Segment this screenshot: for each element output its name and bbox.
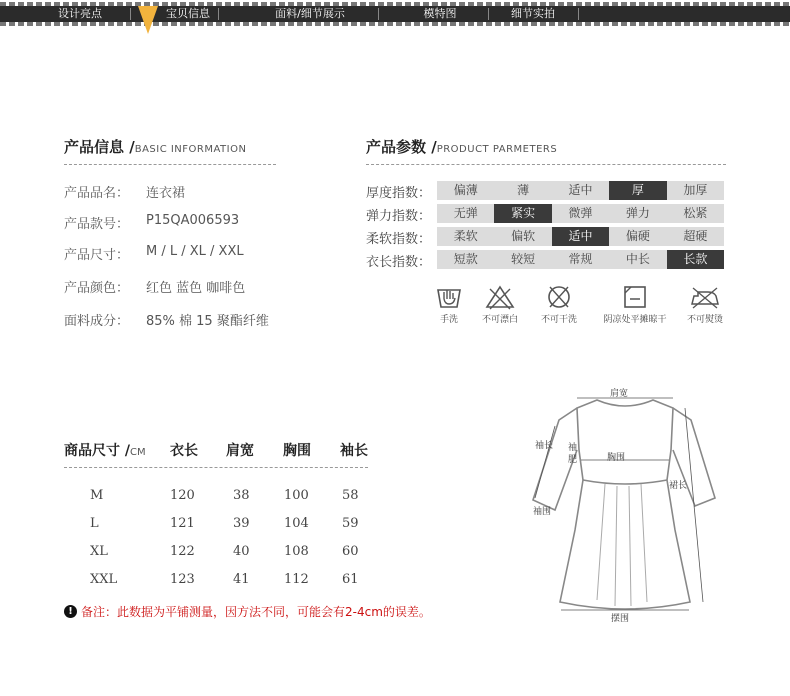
nav-item-detail-photos[interactable]: 细节实拍 bbox=[511, 7, 555, 20]
info-label-color: 产品颜色： bbox=[64, 281, 130, 296]
param-option: 偏硬 bbox=[625, 229, 650, 243]
care-no-iron bbox=[670, 284, 740, 325]
size-col-length: 衣长 bbox=[170, 443, 198, 459]
info-label-name: 产品品名： bbox=[64, 186, 130, 201]
param-option: 超硬 bbox=[683, 229, 708, 243]
size-cell: 61 bbox=[342, 572, 359, 587]
param-label-length: 衣长指数： bbox=[366, 255, 432, 270]
nav-separator bbox=[578, 8, 579, 20]
size-cell: 40 bbox=[233, 544, 250, 559]
divider bbox=[64, 164, 276, 165]
note-text: 备注：此数据为平铺测量，因方法不同，可能会有2-4cm的误差。 bbox=[81, 605, 431, 619]
info-label-sku: 产品款号： bbox=[64, 217, 130, 232]
nav-separator bbox=[488, 8, 489, 20]
size-cell: 123 bbox=[170, 572, 195, 587]
nav-item-model-photos[interactable]: 模特图 bbox=[423, 7, 457, 20]
param-option: 微弹 bbox=[568, 206, 593, 220]
size-cell: 39 bbox=[233, 516, 250, 531]
param-option: 长款 bbox=[667, 250, 724, 269]
diagram-label-length: 裙长 bbox=[669, 481, 688, 491]
size-table-unit: CM bbox=[130, 447, 146, 458]
param-option: 柔软 bbox=[453, 229, 478, 243]
param-label-softness: 柔软指数： bbox=[366, 232, 432, 247]
care-dry-flat-shade bbox=[594, 284, 676, 325]
nav-separator bbox=[218, 8, 219, 20]
size-cell: 38 bbox=[233, 488, 250, 503]
param-option: 薄 bbox=[517, 183, 530, 197]
size-cell: 108 bbox=[284, 544, 309, 559]
info-value-color: 红色 蓝色 咖啡色 bbox=[146, 281, 246, 296]
size-cell: M bbox=[90, 488, 104, 503]
param-option: 常规 bbox=[568, 252, 593, 266]
diagram-label-shoulder: 肩宽 bbox=[610, 389, 629, 399]
product-params-title-cn: 产品参数 / bbox=[366, 138, 437, 156]
product-params-title bbox=[366, 136, 557, 157]
garment-measurement-diagram bbox=[525, 380, 725, 630]
param-option: 适中 bbox=[568, 183, 593, 197]
param-bar-elasticity bbox=[437, 204, 724, 223]
measurement-note bbox=[64, 603, 431, 620]
size-cell: 41 bbox=[233, 572, 250, 587]
care-label: 阴凉处平摊晾干 bbox=[603, 315, 667, 325]
size-table-title-cn: 商品尺寸 / bbox=[64, 443, 130, 459]
nav-chain-bottom bbox=[0, 22, 790, 26]
size-cell: 100 bbox=[284, 488, 309, 503]
top-nav bbox=[0, 0, 790, 26]
size-cell: 121 bbox=[170, 516, 195, 531]
param-option: 适中 bbox=[552, 227, 609, 246]
no-bleach-icon bbox=[485, 284, 515, 310]
care-no-dry-clean bbox=[524, 284, 594, 325]
size-col-sleeve: 袖长 bbox=[340, 443, 368, 459]
info-value-size: M / L / XL / XXL bbox=[146, 244, 244, 259]
param-option: 松紧 bbox=[683, 206, 708, 220]
diagram-label-chest: 胸围 bbox=[607, 453, 626, 463]
info-value-name: 连衣裙 bbox=[146, 186, 186, 201]
size-cell: 122 bbox=[170, 544, 195, 559]
nav-item-design-highlights[interactable]: 设计亮点 bbox=[58, 7, 102, 20]
param-option: 中长 bbox=[625, 252, 650, 266]
diagram-label-sleeve-width: 袖 bbox=[568, 443, 578, 453]
param-option: 偏薄 bbox=[453, 183, 478, 197]
nav-item-product-info[interactable]: 宝贝信息 bbox=[166, 7, 210, 20]
care-label: 不可干洗 bbox=[540, 315, 577, 325]
size-col-shoulder: 肩宽 bbox=[226, 443, 254, 459]
nav-separator bbox=[130, 8, 131, 20]
diagram-label-sleeve-width-2: 肥 bbox=[568, 455, 578, 465]
warning-icon: ! bbox=[64, 605, 77, 618]
param-label-thickness: 厚度指数： bbox=[366, 186, 432, 201]
no-dry-clean-icon bbox=[545, 284, 573, 310]
size-cell: 59 bbox=[342, 516, 359, 531]
diagram-label-cuff: 袖围 bbox=[533, 507, 552, 517]
divider bbox=[64, 467, 368, 468]
hand-wash-icon bbox=[435, 284, 463, 310]
param-option: 加厚 bbox=[683, 183, 708, 197]
product-info-title bbox=[64, 136, 246, 157]
nav-item-fabric-details[interactable]: 面料/细节展示 bbox=[275, 7, 345, 20]
info-value-fabric: 85% 棉 15 聚酯纤维 bbox=[146, 314, 269, 329]
param-bar-length bbox=[437, 250, 724, 269]
diagram-label-sleeve-length: 袖长 bbox=[535, 441, 554, 451]
size-col-chest: 胸围 bbox=[283, 443, 311, 459]
size-cell: 112 bbox=[284, 572, 309, 587]
size-cell: XXL bbox=[90, 572, 118, 587]
divider bbox=[366, 164, 726, 165]
nav-separator bbox=[378, 8, 379, 20]
dress-outline-icon bbox=[525, 380, 725, 630]
no-iron-icon bbox=[688, 284, 722, 310]
param-option: 无弹 bbox=[453, 206, 478, 220]
size-cell: XL bbox=[90, 544, 108, 559]
size-table-title bbox=[64, 440, 146, 460]
param-bar-thickness bbox=[437, 181, 724, 200]
info-value-sku: P15QA006593 bbox=[146, 213, 240, 228]
param-option: 厚 bbox=[609, 181, 666, 200]
param-option: 短款 bbox=[453, 252, 478, 266]
dry-flat-shade-icon bbox=[622, 284, 648, 310]
size-cell: 60 bbox=[342, 544, 359, 559]
size-cell: 58 bbox=[342, 488, 359, 503]
param-option: 紧实 bbox=[494, 204, 551, 223]
param-option: 弹力 bbox=[625, 206, 650, 220]
diagram-label-hem: 摆围 bbox=[611, 614, 630, 624]
info-label-fabric: 面料成分： bbox=[64, 314, 130, 329]
care-label: 不可漂白 bbox=[481, 315, 518, 325]
param-option: 较短 bbox=[511, 252, 536, 266]
param-option: 偏软 bbox=[511, 229, 536, 243]
product-info-title-cn: 产品信息 / bbox=[64, 138, 135, 156]
param-label-elasticity: 弹力指数： bbox=[366, 209, 432, 224]
product-params-title-en: PRODUCT PARMETERS bbox=[436, 144, 558, 155]
size-cell: 120 bbox=[170, 488, 195, 503]
info-label-size: 产品尺寸： bbox=[64, 248, 130, 263]
param-bar-softness bbox=[437, 227, 724, 246]
product-info-title-en: BASIC INFORMATION bbox=[134, 144, 247, 155]
care-label: 手洗 bbox=[439, 315, 458, 325]
size-cell: L bbox=[90, 516, 99, 531]
size-cell: 104 bbox=[284, 516, 309, 531]
care-label: 不可熨烫 bbox=[686, 315, 723, 325]
